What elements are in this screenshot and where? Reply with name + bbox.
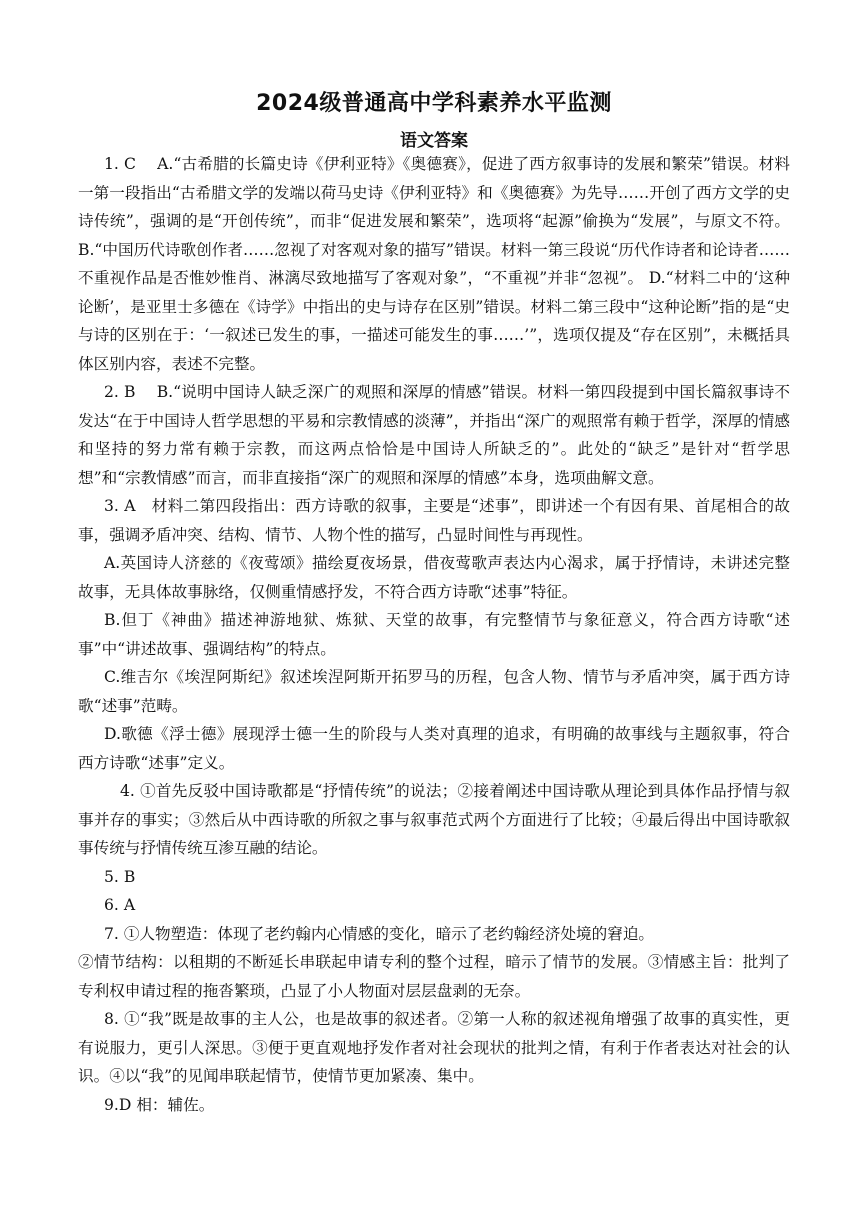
- page-subtitle: 语文答案: [400, 131, 468, 151]
- answer-4: 4. ①首先反驳中国诗歌都是“抒情传统”的说法；②接着阐述中国诗歌从理论到具体作品抒情与叙事并存的事实；③然后从中西诗歌的所叙之事与叙事范式两个方面进行了比较；④最后得出中国诗歌叙事传统与抒情传统互渗互融的结论。: [78, 782, 790, 857]
- page-title: 2024级普通高中学科素养水平监测: [256, 91, 612, 116]
- answer-3: 3. A 材料二第四段指出：西方诗歌的叙事，主要是“述事”，即讲述一个有因有果、首尾相合的故事，强调矛盾冲突、结构、情节、人物个性的描写，凸显时间性与再现性。: [78, 497, 790, 544]
- answer-5: 5. B: [104, 867, 136, 886]
- answer-body: [78, 150, 790, 1119]
- answer-3-option-c: C.维吉尔《埃涅阿斯纪》叙述埃涅阿斯开拓罗马的历程，包含人物、情节与矛盾冲突，属于西方诗歌“述事”范畴。: [78, 668, 790, 715]
- answer-9: 9.D 相：辅佐。: [104, 1095, 215, 1114]
- answer-2: 2. B B.“说明中国诗人缺乏深广的观照和深厚的情感”错误。材料一第四段提到中国长篇叙事诗不发达“在于中国诗人哲学思想的平易和宗教情感的淡薄”，并指出“深广的观照常有赖于哲学，深厚的情感和坚持的努力常有赖于宗教，而这两点恰恰是中国诗人所缺乏的”。此处的“缺乏”是针对“哲学思想”和“宗教情感”而言，而非直接指“深广的观照和深厚的情感”本身，选项曲解文意。: [78, 383, 790, 487]
- answer-3-option-b: B.但丁《神曲》描述神游地狱、炼狱、天堂的故事，有完整情节与象征意义，符合西方诗歌“述事”中“讲述故事、强调结构”的特点。: [78, 611, 790, 658]
- answer-6: 6. A: [104, 896, 136, 914]
- answer-3-option-d: D.歌德《浮士德》展现浮士德一生的阶段与人类对真理的追求，有明确的故事线与主题叙事，符合西方诗歌“述事”定义。: [78, 725, 790, 772]
- answer-1: 1. C A.“古希腊的长篇史诗《伊利亚特》《奥德赛》，促进了西方叙事诗的发展和繁荣”错误。材料一第一段指出“古希腊文学的发端以荷马史诗《伊利亚特》和《奥德赛》为先导……开创了西方文学的史诗传统”，强调的是“开创传统”，而非“促进发展和繁荣”，选项将“起源”偷换为“发展”，与原文不符。B.“中国历代诗歌创作者……忽视了对客观对象的描写”错误。材料一第三段说“历代作诗者和论诗者……不重视作品是否惟妙惟肖、淋漓尽致地描写了客观对象”，“不重视”并非“忽视”。 D.“材料二中的‘这种论断’，是亚里士多德在《诗学》中指出的史与诗存在区别”错误。材料二第三段中“这种论断”指的是“史与诗的区别在于：‘一叙述已发生的事，一描述可能发生的事……’”，选项仅提及“存在区别”，未概括具体区别内容，表述不完整。: [78, 155, 790, 373]
- answer-3-option-a: A.英国诗人济慈的《夜莺颂》描绘夏夜场景，借夜莺歌声表达内心渴求，属于抒情诗，未讲述完整故事，无具体故事脉络，仅侧重情感抒发，不符合西方诗歌“述事”特征。: [78, 554, 790, 601]
- answer-8: 8. ①“我”既是故事的主人公，也是故事的叙述者。②第一人称的叙述视角增强了故事的真实性，更有说服力，更引人深思。③便于更直观地抒发作者对社会现状的批判之情，有利于作者表达对社会的认识。④以“我”的见闻串联起情节，使情节更加紧凑、集中。: [78, 1010, 790, 1085]
- answer-7-continued: ②情节结构：以租期的不断延长串联起申请专利的整个过程，暗示了情节的发展。③情感主旨：批判了专利权申请过程的拖沓繁琐，凸显了小人物面对层层盘剥的无奈。: [78, 953, 790, 1000]
- answer-7: 7. ①人物塑造：体现了老约翰内心情感的变化，暗示了老约翰经济处境的窘迫。: [104, 924, 655, 943]
